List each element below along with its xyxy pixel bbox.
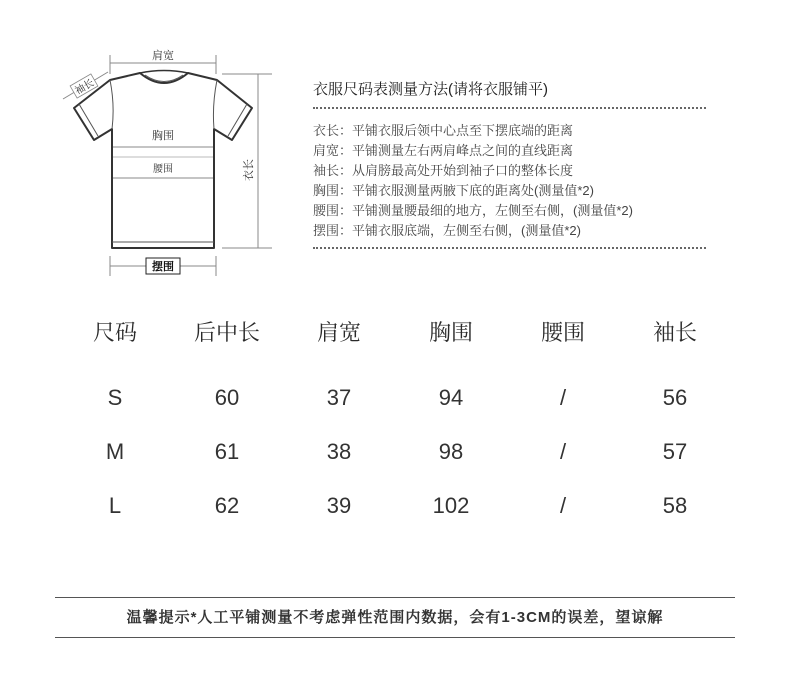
method-list	[313, 121, 633, 241]
method-item-chest: 胸围：平铺衣服测量两腋下底的距离处(测量值*2)	[313, 183, 594, 198]
size-table-cell: 56	[662, 385, 688, 410]
size-table-row	[59, 381, 731, 415]
size-table-header	[59, 316, 731, 350]
method-title: 衣服尺码表测量方法(请将衣服铺平)	[313, 81, 548, 98]
tshirt-diagram-svg	[0, 0, 300, 290]
size-table-cell: 58	[662, 493, 688, 518]
size-table-cell: /	[559, 493, 567, 518]
tshirt-back-neck	[140, 71, 188, 74]
method-item-shoulder: 肩宽：平铺测量左右两肩峰点之间的直线距离	[313, 143, 574, 158]
size-table-cell: 98	[438, 439, 464, 464]
chest-label: 胸围	[152, 130, 174, 142]
size-table-cell: 94	[438, 385, 464, 410]
method-divider-top	[313, 107, 706, 109]
tshirt-outline	[74, 73, 252, 248]
footer-divider-top	[55, 597, 735, 598]
size-table-cell: /	[559, 439, 567, 464]
method-item-waist: 腰围：平铺测量腰最细的地方，左侧至右侧，(测量值*2)	[313, 203, 633, 218]
waist-label: 腰围	[153, 164, 173, 175]
size-table-header-cell: 胸围	[428, 320, 473, 345]
method-item-sleeve: 袖长：从肩膀最高处开始到袖子口的整体长度	[313, 163, 574, 178]
size-table-cell: L	[108, 493, 122, 518]
size-table-cell: S	[107, 385, 123, 410]
size-table-header-cell: 尺码	[92, 320, 137, 345]
size-table-cell: 37	[326, 385, 352, 410]
size-table-header-cell: 后中长	[193, 320, 260, 345]
size-table-header-cell: 腰围	[540, 320, 585, 345]
size-table-cell: 60	[214, 385, 240, 410]
method-item-length: 衣长：平铺衣服后领中心点至下摆底端的距离	[313, 123, 574, 138]
size-table-cell: M	[105, 439, 125, 464]
sleeve-label: 袖长	[73, 77, 97, 98]
method-divider-bottom	[313, 247, 706, 249]
size-table-cell: 57	[662, 439, 688, 464]
shoulder-label: 肩宽	[152, 50, 174, 62]
size-table-cell: 39	[326, 493, 352, 518]
hem-measure	[110, 256, 216, 276]
footer-note: 温馨提示*人工平铺测量不考虑弹性范围内数据，会有1-3CM的误差，望谅解	[126, 609, 664, 626]
footer-divider-bottom	[55, 637, 735, 638]
size-table-cell: /	[559, 385, 567, 410]
size-table-cell: 61	[214, 439, 240, 464]
size-table-header-cell: 袖长	[652, 320, 697, 345]
size-table-cell: 102	[432, 493, 470, 518]
tshirt-diagram	[0, 0, 300, 290]
method-item-hem: 摆围：平铺衣服底端，左侧至右侧，(测量值*2)	[313, 223, 581, 238]
size-table-cell: 62	[214, 493, 240, 518]
size-table-header-cell: 肩宽	[316, 320, 361, 345]
size-table-row	[59, 489, 731, 523]
size-table-row	[59, 435, 731, 469]
length-label: 衣长	[243, 159, 255, 181]
hem-label: 摆围	[152, 261, 174, 273]
size-table-cell: 38	[326, 439, 352, 464]
